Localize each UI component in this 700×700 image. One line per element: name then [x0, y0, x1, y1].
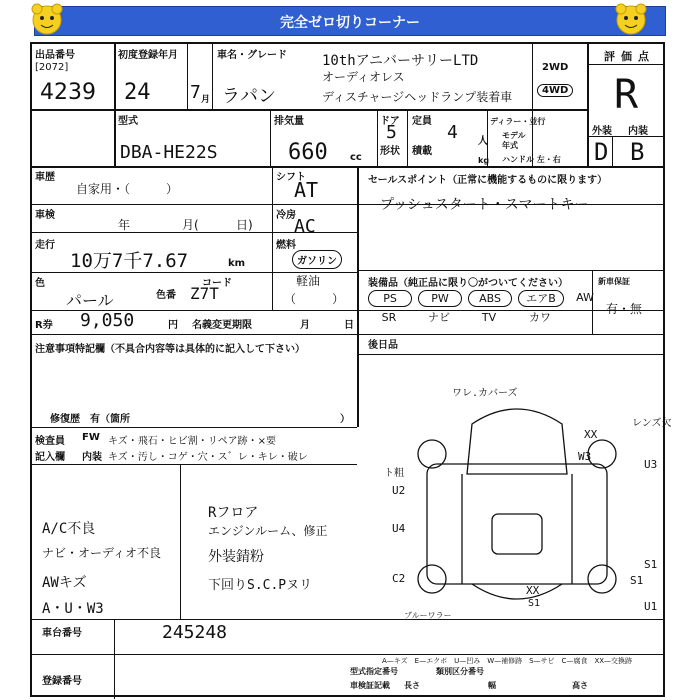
- new-warranty-label: 新車保証: [598, 277, 630, 286]
- inspection-month: 月(: [182, 218, 199, 232]
- rating-label: 評価点: [604, 50, 655, 63]
- note-r4: 下回りS.C.Pヌリ: [208, 578, 313, 593]
- inspection-day: 日): [236, 218, 253, 232]
- recycle-unit: 円: [168, 320, 178, 331]
- equip-leather: カワ: [529, 311, 551, 324]
- note-r2: エンジンルーム、修正: [208, 524, 328, 538]
- model-name: ラパン: [222, 86, 276, 107]
- doors-value: 5: [386, 122, 397, 143]
- int-value: B: [630, 138, 645, 166]
- mark-s1a: S1: [644, 558, 658, 571]
- equip-abs: ABS: [468, 290, 512, 307]
- banner-title: 完全ゼロ切りコーナー: [280, 15, 420, 31]
- note-r1: Rフロア: [208, 505, 259, 521]
- drive-4wd: 4WD: [537, 84, 573, 97]
- equip-navi: ナビ: [428, 311, 450, 324]
- mark-u2: U2: [392, 484, 406, 497]
- color-value: パール: [66, 291, 114, 310]
- title-banner: [34, 6, 666, 36]
- int-label: 内装: [628, 126, 648, 137]
- displacement-value: 660: [288, 140, 328, 165]
- inspector-row2: キズ・汚し・コゲ・穴・ス゛レ・キレ・破レ: [108, 452, 308, 463]
- mark-top: ワレ.カバーズ: [452, 388, 518, 399]
- ext-label: 外装: [592, 126, 612, 137]
- lot-number: 4239: [40, 80, 96, 105]
- inspector-row1-pre: FW: [82, 432, 100, 443]
- repair-label: 修復歴 有（箇所: [50, 414, 130, 425]
- note-2: ナビ・オーディオ不良: [42, 546, 162, 560]
- mark-c2: C2: [392, 572, 406, 585]
- inspector-row2-pre: 内装: [82, 452, 102, 463]
- mascot-right-icon: [612, 2, 650, 38]
- displacement-label: 排気量: [274, 116, 304, 127]
- inspection-label: 車検: [35, 210, 55, 221]
- transfer-label: 名義変更期限: [192, 320, 252, 331]
- ac-value: AC: [294, 216, 316, 237]
- drive-2wd: 2WD: [542, 62, 569, 73]
- color-label: 色: [35, 278, 45, 289]
- reg-month-unit: 月: [201, 95, 211, 105]
- reg-month: 7: [190, 82, 201, 103]
- history-value: 自家用・（ ）: [76, 182, 179, 196]
- rating-value: R: [614, 72, 639, 118]
- mark-u4: U4: [392, 522, 406, 535]
- fuel-other: （ ）: [284, 292, 345, 306]
- inspector-row1: キズ・飛石・ヒビ割・リペア跡・×要: [108, 436, 276, 447]
- footer-f4: 長さ: [404, 681, 420, 690]
- load-unit: kg: [478, 156, 490, 165]
- equip-aw: AW: [576, 291, 594, 304]
- color-code-value: Z7T: [190, 284, 219, 303]
- grade-line1: 10thアニバーサリーLTD: [322, 53, 479, 69]
- notes-label: 注意事項特記欄（不具合内容等は具体的に記入して下さい）: [35, 344, 305, 355]
- mark-s1c: S1: [528, 598, 541, 609]
- equip-sr: SR: [381, 311, 397, 324]
- chassis-value: 245248: [162, 622, 228, 643]
- shift-value: AT: [294, 178, 319, 202]
- capacity-unit: 人: [478, 136, 488, 147]
- model-year-label2: 年式: [502, 141, 518, 150]
- mark-u3: U3: [644, 458, 658, 471]
- displacement-unit: cc: [350, 152, 362, 163]
- ac-label: 冷房: [276, 210, 296, 221]
- transfer-month: 月: [300, 320, 310, 331]
- equip-tv: TV: [481, 311, 497, 324]
- ext-value: D: [594, 138, 609, 166]
- dealer-label: ディラー・並行: [490, 117, 546, 126]
- recycle-label: R券: [35, 320, 53, 331]
- footer-f1: 型式指定番号: [350, 667, 398, 676]
- mileage-value: 10万7千7.67: [70, 250, 189, 272]
- mark-right1: レンズ欠: [632, 418, 672, 429]
- mark-left: ト粗: [384, 468, 404, 479]
- equip-ps: PS: [368, 290, 412, 307]
- grade-line3: ディスチャージヘッドランプ装着車: [322, 90, 513, 104]
- footer-f3: 車検証記載: [350, 681, 390, 690]
- type-label: 型式: [118, 116, 138, 127]
- mark-xx2: XX: [526, 584, 540, 597]
- mascot-left-icon: [28, 2, 66, 38]
- car-diagram: [402, 384, 632, 619]
- capacity-label: 定員: [412, 116, 432, 127]
- lot-label: 出品番号: [35, 50, 75, 61]
- mark-s1b: S1: [630, 574, 644, 587]
- capacity-value: 4: [447, 122, 458, 143]
- footer-f6: 高さ: [572, 681, 588, 690]
- post-label: 後日品: [368, 340, 398, 351]
- chassis-label: 車台番号: [42, 628, 82, 639]
- inspection-year: 年: [118, 218, 131, 232]
- reg-year: 24: [124, 80, 151, 105]
- model-label: 車名・グレード: [217, 50, 287, 61]
- note-3: AWキズ: [42, 575, 87, 591]
- mark-bottom: ブルーワラー: [404, 611, 452, 620]
- mark-xx: XX: [584, 428, 598, 441]
- auction-sheet: [30, 42, 672, 697]
- selling-label: セールスポイント（正常に機能するものに限ります）: [368, 175, 608, 186]
- shift-label: シフト: [276, 172, 306, 183]
- load-label: 積載: [412, 146, 432, 157]
- selling-value: プッシュスタート・スマートキー: [380, 197, 589, 213]
- inspector-label2: 記入欄: [35, 452, 65, 463]
- mileage-unit: km: [228, 258, 246, 269]
- mileage-label: 走行: [35, 240, 55, 251]
- model-year-label1: モデル: [502, 131, 526, 140]
- transfer-day: 日: [344, 320, 354, 331]
- steering-label: ハンドル 左・右: [502, 155, 561, 164]
- note-4: A・U・W3: [42, 601, 104, 617]
- equipment-label: 装備品（純正品に限り〇がついてください）: [368, 278, 568, 289]
- legend: A—キズ E—エクボ U—凹み W—補修跡 S—サビ C—腐食 XX—交換跡: [382, 657, 633, 665]
- color-code-label: 色番: [156, 290, 176, 301]
- footer-f2: 類別区分番号: [436, 667, 484, 676]
- inspector-label1: 検査員: [35, 436, 65, 447]
- equip-pw: PW: [418, 290, 462, 307]
- recycle-value: 9,050: [80, 310, 135, 331]
- note-1: A/C不良: [42, 521, 96, 537]
- repair-close: ）: [340, 414, 350, 425]
- footer-f5: 幅: [488, 681, 496, 690]
- note-r3: 外装錆粉: [208, 549, 264, 565]
- regno-label: 登録番号: [42, 676, 82, 687]
- mark-w3: W3: [578, 450, 592, 463]
- shape-label: 形状: [380, 146, 400, 157]
- fuel-label: 燃料: [276, 240, 296, 251]
- history-label: 車歴: [35, 172, 55, 183]
- new-warranty-opts: 有・無: [606, 302, 643, 316]
- type-value: DBA-HE22S: [120, 142, 218, 163]
- fuel-diesel: 軽油: [296, 274, 321, 288]
- equip-airbag: エアB: [518, 290, 564, 307]
- color-code2-label: コード: [202, 278, 232, 289]
- doors-label: ドア: [380, 116, 400, 127]
- fuel-gasoline: ガソリン: [292, 250, 342, 269]
- mark-u1: U1: [644, 600, 658, 613]
- lot-code: [2072]: [35, 62, 69, 73]
- grade-line2: オーディオレス: [322, 70, 405, 84]
- reg-label: 初度登録年月: [118, 50, 178, 61]
